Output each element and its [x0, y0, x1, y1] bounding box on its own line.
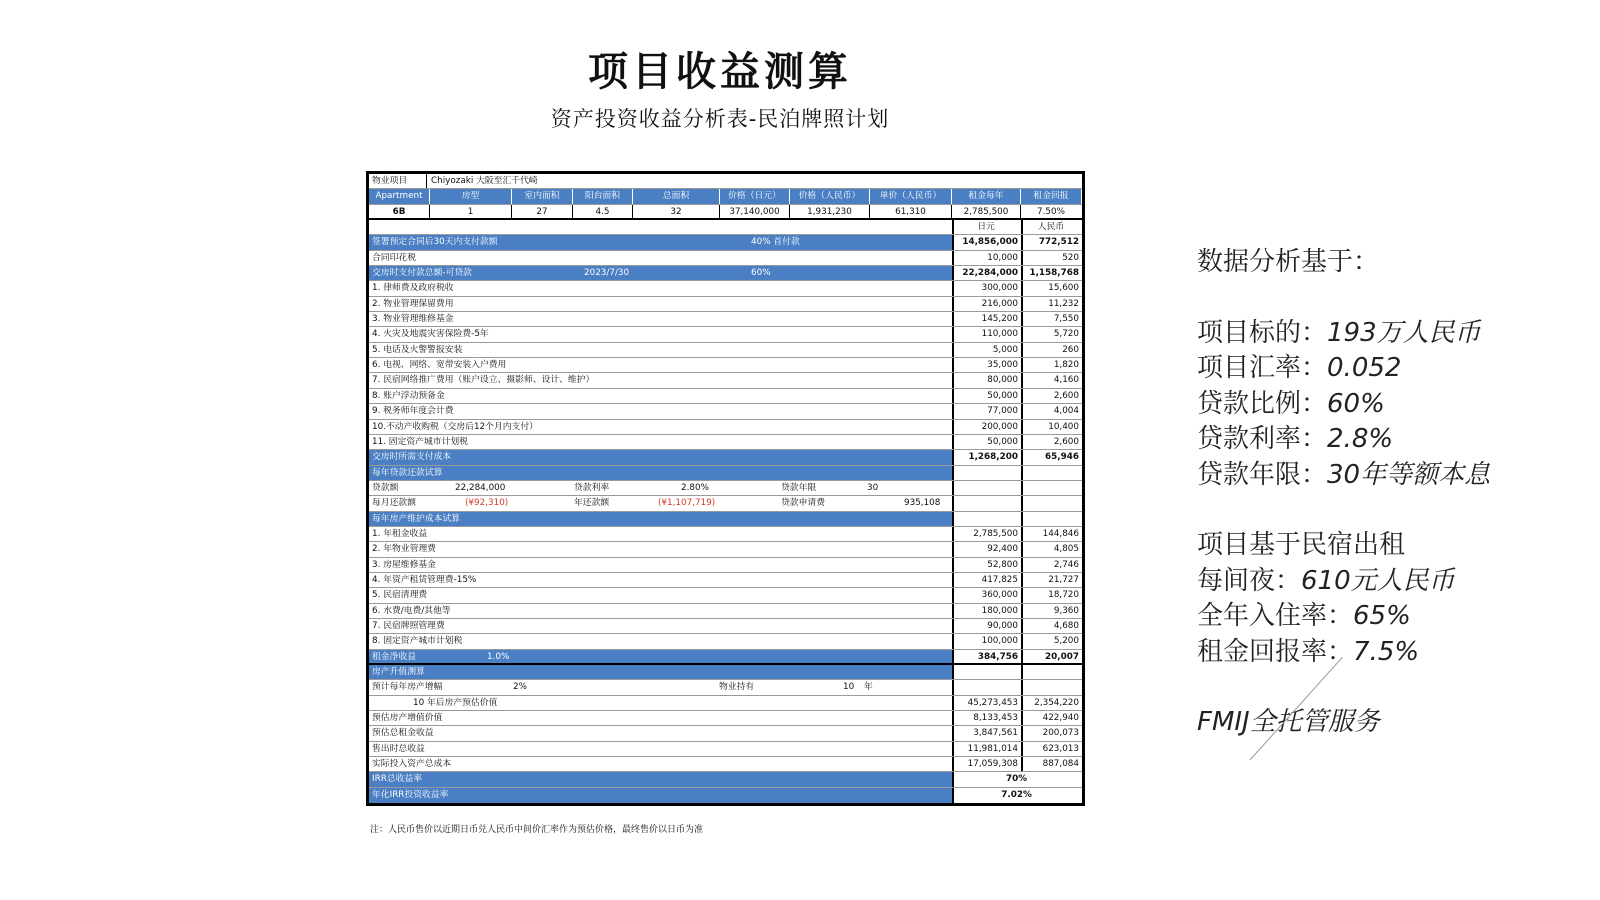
row-jpy: 145,200	[952, 312, 1021, 326]
stamp-label: 合同印花税	[372, 252, 416, 263]
table-row	[369, 281, 1082, 296]
service-line: FMIJ全托管服务	[1197, 707, 1380, 737]
loan-ratio-label: 贷款比例：	[1197, 388, 1328, 419]
net-pct: 1.0%	[487, 651, 510, 662]
property-label: 物业项目	[369, 174, 427, 188]
loan-row-1	[369, 481, 1082, 496]
sign-note: 40% 首付款	[751, 237, 800, 248]
night-value: 610元人民币	[1301, 565, 1455, 596]
property-row	[369, 174, 1082, 189]
currency-jpy: 日元	[952, 220, 1021, 234]
row-jpy: 5,000	[952, 343, 1021, 357]
row-rmb: 144,846	[1021, 527, 1082, 541]
row-label: 售出时总收益	[372, 743, 425, 754]
sign-label: 签署预定合同后30天内支付款额	[372, 237, 498, 248]
night-label: 每间夜：	[1197, 565, 1302, 596]
row-jpy: 77,000	[952, 404, 1021, 418]
loan-rate-value: 2.80%	[681, 482, 709, 493]
table-row	[369, 343, 1082, 358]
row-label: 7. 民宿网络推广费用（账户设立、摄影师、设计、维护）	[372, 375, 595, 386]
table-row	[369, 558, 1082, 573]
net-label: 租金净收益	[372, 651, 416, 662]
row-label: 2. 年物业管理费	[372, 544, 436, 555]
value-cell: 2,785,500	[952, 205, 1021, 218]
loan-ratio-value: 60%	[1327, 388, 1385, 419]
row-jpy: 110,000	[952, 327, 1021, 341]
row-label: 4. 火灾及地震灾害保险费-5年	[372, 329, 489, 340]
row-rmb: 422,940	[1021, 711, 1082, 725]
row-label: 7. 民宿牌照管理费	[372, 620, 445, 631]
appr-params-row	[369, 680, 1082, 695]
handover-label: 交房时支付款总额-可贷款	[372, 268, 472, 279]
maint-section-title: 每年房产维护成本试算	[372, 513, 460, 524]
row-rmb: 4,805	[1021, 542, 1082, 556]
row-jpy: 11,981,014	[952, 742, 1021, 756]
night-line	[1197, 564, 1490, 600]
row-label: 8. 账户浮动预备金	[372, 390, 445, 401]
loan-amount-value: 22,284,000	[455, 482, 506, 493]
value-cell: 7.50%	[1021, 205, 1082, 218]
loan-section-row	[369, 466, 1082, 481]
yearly-value: (¥1,107,719)	[658, 498, 716, 509]
row-rmb: 623,013	[1021, 742, 1082, 756]
row-jpy: 35,000	[952, 358, 1021, 372]
table-row	[369, 573, 1082, 588]
row-rmb: 2,746	[1021, 558, 1082, 572]
row-jpy: 3,847,561	[952, 726, 1021, 740]
handover-cost-row	[369, 450, 1082, 465]
target-label: 项目标的：	[1197, 317, 1328, 348]
sign-rmb: 772,512	[1021, 235, 1082, 249]
growth-label: 预计每年房产增幅	[372, 682, 443, 693]
loan-rate-label: 贷款利率	[574, 482, 610, 493]
loan-rate-label: 贷款利率：	[1197, 424, 1328, 454]
table-row	[369, 373, 1082, 388]
loan-row-2	[369, 496, 1082, 511]
net-jpy: 384,756	[952, 650, 1021, 663]
handover-row	[369, 266, 1082, 281]
table-row	[369, 389, 1082, 404]
table-row	[369, 711, 1082, 726]
row-rmb: 4,160	[1021, 373, 1082, 387]
loan-years-line	[1197, 458, 1490, 494]
net-income-row	[369, 650, 1082, 665]
value-cell: 37,140,000	[720, 205, 790, 218]
value-cell: 27	[512, 205, 573, 218]
net-rmb: 20,007	[1021, 650, 1082, 663]
header-row	[369, 189, 1082, 204]
table-row	[369, 527, 1082, 542]
investment-table	[366, 171, 1085, 806]
row-label: 5. 电话及火警警报安装	[372, 344, 463, 355]
handover-pct: 60%	[751, 268, 771, 279]
value-cell: 1	[430, 205, 512, 218]
page-subtitle: 资产投资收益分析表-民泊牌照计划	[550, 107, 890, 131]
table-row	[369, 604, 1082, 619]
row-jpy: 180,000	[952, 604, 1021, 618]
table-row	[369, 435, 1082, 450]
header-cell: 总面积	[633, 189, 720, 203]
stamp-jpy: 10,000	[952, 251, 1021, 265]
row-label: 6. 电视、网络、宽带安装入户费用	[372, 360, 507, 371]
row-label: 1. 年租金收益	[372, 528, 428, 539]
row-label: 预估房产增值价值	[372, 713, 443, 724]
panel-heading: 数据分析基于：	[1197, 247, 1380, 277]
loan-rate-value: 2.8%	[1327, 424, 1394, 454]
row-rmb: 4,004	[1021, 404, 1082, 418]
row-label: 4. 年资产租赁管理费-15%	[372, 574, 477, 585]
row-jpy: 417,825	[952, 573, 1021, 587]
table-row	[369, 696, 1082, 711]
value-cell: 6B	[369, 205, 430, 218]
value-cell: 1,931,230	[790, 205, 870, 218]
header-cell: 阳台面积	[573, 189, 633, 203]
row-rmb: 887,084	[1021, 757, 1082, 771]
table-row	[369, 312, 1082, 327]
hold-value: 10	[843, 682, 855, 693]
maint-section-row	[369, 512, 1082, 527]
occ-value: 65%	[1353, 601, 1411, 631]
row-rmb: 15,600	[1021, 281, 1082, 295]
loan-years-label: 贷款年限	[781, 482, 817, 493]
fx-label: 项目汇率：	[1197, 353, 1328, 383]
loan-years-label: 贷款年限：	[1197, 459, 1328, 490]
analysis-panel	[1197, 245, 1490, 741]
rent-value: 7.5%	[1353, 636, 1420, 667]
irr-label: IRR总收益率	[372, 774, 423, 785]
row-rmb: 1,820	[1021, 358, 1082, 372]
row-jpy: 80,000	[952, 373, 1021, 387]
row-rmb: 18,720	[1021, 588, 1082, 602]
hold-unit: 年	[864, 682, 873, 693]
hold-label: 物业持有	[719, 682, 755, 693]
row-rmb: 2,600	[1021, 435, 1082, 449]
loan-ratio-line	[1197, 387, 1490, 423]
basis-line: 项目基于民宿出租	[1197, 530, 1406, 560]
value-cell: 32	[633, 205, 720, 218]
target-line	[1197, 316, 1490, 352]
row-label: 10 年后房产预估价值	[413, 697, 498, 708]
handover-jpy: 22,284,000	[952, 266, 1021, 280]
table-row	[369, 619, 1082, 634]
page-title: 项目收益测算	[588, 49, 852, 95]
row-label: 9. 税务师年度会计费	[372, 406, 454, 417]
handover-date: 2023/7/30	[584, 268, 630, 279]
row-jpy: 360,000	[952, 588, 1021, 602]
fx-value: 0.052	[1327, 353, 1402, 383]
table-row	[369, 726, 1082, 741]
row-rmb: 10,400	[1021, 420, 1082, 434]
header-cell: 租金每年	[952, 189, 1021, 203]
row-label: 11. 固定资产城市计划税	[372, 436, 468, 447]
table-row	[369, 634, 1082, 649]
table-row	[369, 404, 1082, 419]
currency-rmb: 人民币	[1021, 220, 1082, 234]
row-jpy: 100,000	[952, 634, 1021, 648]
monthly-label: 每月还款额	[372, 498, 416, 509]
row-rmb: 4,680	[1021, 619, 1082, 633]
row-jpy: 50,000	[952, 435, 1021, 449]
row-jpy: 8,133,453	[952, 711, 1021, 725]
row-jpy: 2,785,500	[952, 527, 1021, 541]
table-row	[369, 420, 1082, 435]
yearly-label: 年还款额	[574, 498, 610, 509]
row-jpy: 50,000	[952, 389, 1021, 403]
header-cell: 价格（日元）	[720, 189, 790, 203]
row-jpy: 17,059,308	[952, 757, 1021, 771]
row-jpy: 216,000	[952, 297, 1021, 311]
header-cell: 室内面积	[512, 189, 573, 203]
stamp-row	[369, 251, 1082, 266]
value-cell: 61,310	[870, 205, 952, 218]
row-label: 5. 民宿清理费	[372, 590, 428, 601]
row-rmb: 21,727	[1021, 573, 1082, 587]
handover-rmb: 1,158,768	[1021, 266, 1082, 280]
fee-value: 935,108	[904, 498, 941, 509]
table-row	[369, 327, 1082, 342]
sign-row	[369, 235, 1082, 250]
irr-row	[369, 772, 1082, 787]
row-label: 2. 物业管理保留费用	[372, 298, 454, 309]
row-jpy: 90,000	[952, 619, 1021, 633]
irr-value: 70%	[952, 772, 1082, 786]
row-rmb: 2,600	[1021, 389, 1082, 403]
row-jpy: 92,400	[952, 542, 1021, 556]
irr-year-label: 年化IRR投资收益率	[372, 789, 449, 800]
stamp-rmb: 520	[1021, 251, 1082, 265]
appr-section-row	[369, 665, 1082, 680]
occ-line	[1197, 599, 1490, 635]
table-row	[369, 742, 1082, 757]
handover-cost-rmb: 65,946	[1021, 450, 1082, 464]
row-label: 实际投入资产总成本	[372, 759, 452, 770]
table-row	[369, 757, 1082, 772]
rent-label: 租金回报率：	[1197, 636, 1354, 667]
row-rmb: 9,360	[1021, 604, 1082, 618]
row-jpy: 300,000	[952, 281, 1021, 295]
row-rmb: 260	[1021, 343, 1082, 357]
row-rmb: 7,550	[1021, 312, 1082, 326]
appr-section-title: 房产升值测算	[372, 667, 425, 677]
footnote: 注：人民币售价以近期日币兑人民币中间价汇率作为预估价格，最终售价以日币为准	[370, 825, 704, 835]
row-rmb: 11,232	[1021, 297, 1082, 311]
table-row	[369, 358, 1082, 373]
row-label: 6. 水费/电费/其他等	[372, 605, 451, 616]
row-label: 预估总租金收益	[372, 728, 434, 739]
property-name: Chiyozaki 大阪至汇千代崎	[431, 176, 538, 186]
irr-year-row	[369, 788, 1082, 803]
header-values-row	[369, 205, 1082, 220]
row-label: 3. 物业管理维修基金	[372, 314, 454, 325]
handover-cost-jpy: 1,268,200	[952, 450, 1021, 464]
currency-row	[369, 220, 1082, 235]
row-jpy: 52,800	[952, 558, 1021, 572]
row-label: 3. 房屋维修基金	[372, 559, 436, 570]
occ-label: 全年入住率：	[1197, 601, 1354, 631]
loan-amount-label: 贷款额	[372, 482, 399, 493]
table-row	[369, 588, 1082, 603]
header-cell: 房型	[430, 189, 512, 203]
loan-section-title: 每年贷款还款试算	[372, 467, 443, 478]
target-value: 193万人民币	[1327, 317, 1481, 348]
row-rmb: 5,720	[1021, 327, 1082, 341]
header-cell: 租金回报	[1021, 189, 1082, 203]
handover-cost-label: 交房时所需支付成本	[372, 452, 452, 463]
row-label: 8. 固定资产城市计划税	[372, 636, 463, 647]
table-row	[369, 297, 1082, 312]
rent-line	[1197, 635, 1490, 671]
header-cell: 价格（人民币）	[790, 189, 870, 203]
header-cell: 单价（人民币）	[870, 189, 952, 203]
row-label: 10.不动产收购税（交房后12个月内支付）	[372, 421, 538, 432]
row-label: 1. 律师费及政府税收	[372, 283, 454, 294]
fee-label: 贷款申请费	[781, 498, 825, 509]
row-rmb: 2,354,220	[1021, 696, 1082, 710]
growth-value: 2%	[513, 682, 527, 693]
table-row	[369, 542, 1082, 557]
row-rmb: 200,073	[1021, 726, 1082, 740]
row-rmb: 5,200	[1021, 634, 1082, 648]
row-jpy: 200,000	[952, 420, 1021, 434]
fx-line	[1197, 351, 1490, 387]
loan-rate-line	[1197, 422, 1490, 458]
loan-years-value: 30年等额本息	[1327, 459, 1491, 490]
sign-jpy: 14,856,000	[952, 235, 1021, 249]
value-cell: 4.5	[573, 205, 633, 218]
row-jpy: 45,273,453	[952, 696, 1021, 710]
monthly-value: (¥92,310)	[465, 498, 509, 509]
irr-year-value: 7.02%	[952, 788, 1082, 803]
loan-years-value: 30	[867, 482, 879, 493]
header-cell: Apartment	[369, 189, 430, 203]
